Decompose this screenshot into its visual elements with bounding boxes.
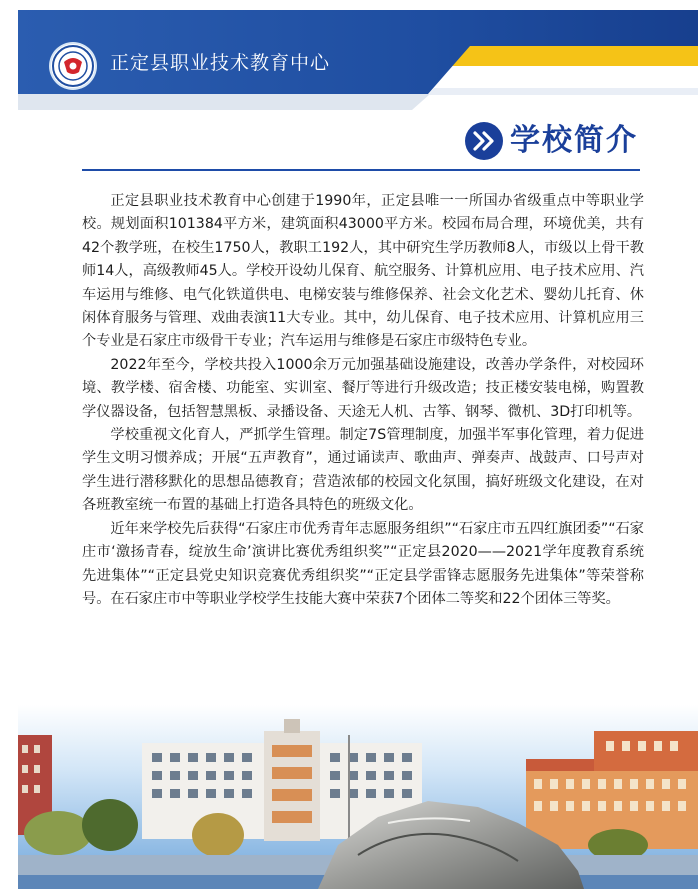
double-chevron-right-icon <box>464 121 504 161</box>
school-emblem <box>51 44 95 88</box>
header-banner <box>0 0 698 110</box>
section-title: 学校简介 <box>510 123 638 158</box>
header-background <box>0 0 698 110</box>
intro-paragraph: 学校重视文化育人，严抓学生管理。制定7S管理制度，加强半军事化管理，着力促进学生文明习惯养成；开展“五声教育”，通过诵读声、歌曲声、弹奏声、战鼓声、口号声对学生进行潜移默化的思想品德教育；营造浓郁的校园文化氛围，搞好班级文化建设，在对各班教室统一布置的基础上打造各具特色的班级文化。 <box>82 427 644 514</box>
intro-paragraph: 近年来学校先后获得“石家庄市优秀青年志愿服务组织”“石家庄市五四红旗团委”“石家庄市‘激扬青春，绽放生命’演讲比赛优秀组织奖”“正定县2020——2021学年度教育系统先进集体”“正定县党史知识竞赛优秀组织奖”“正定县学雷锋志愿服务先进集体”等荣誉称号。在石家庄市中等职业学校学生技能大赛中荣获7个团体二等奖和22个团体三等奖。 <box>82 520 644 607</box>
school-name: 正定县职业技术教育中心 <box>110 52 331 74</box>
title-divider <box>82 169 640 171</box>
intro-text <box>82 190 644 611</box>
school-emblem-icon <box>51 44 95 88</box>
intro-paragraph: 2022年至今，学校共投入1000余万元加强基础设施建设，改善办学条件，对校园环境、教学楼、宿舍楼、功能室、实训室、餐厅等进行升级改造；技正楼安装电梯，购置教学仪器设备，包括智慧黑板、录播设备、天途无人机、古筝、钢琴、微机、3D打印机等。 <box>82 356 644 420</box>
campus-illustration <box>18 705 698 889</box>
intro-paragraph: 正定县职业技术教育中心创建于1990年，正定县唯一一所国办省级重点中等职业学校。规划面积101384平方米，建筑面积43000平方米。校园布局合理，环境优美，共有42个教学班，在校生1750人，教职工192人，其中研究生学历教师8人，市级以上骨干教师14人，高级教师45人。学校开设幼儿保育、航空服务、计算机应用、电子技术应用、汽车运用与维修、电气化铁道供电、电梯安装与维修保养、社会文化艺术、婴幼儿托育、休闲体育服务与管理、戏曲表演11大专业。其中，幼儿保育、电子技术应用、计算机应用三个专业是石家庄市级骨干专业；汽车运用与维修是石家庄市级特色专业。 <box>82 193 644 350</box>
section-heading <box>464 119 638 163</box>
campus-photo <box>18 705 698 889</box>
